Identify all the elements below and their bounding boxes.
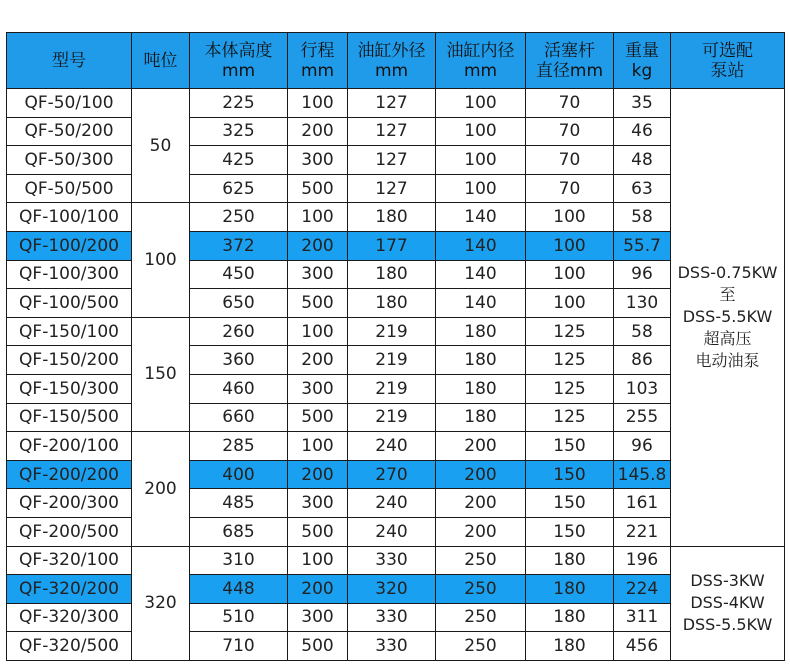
body-height-cell: 685 xyxy=(190,517,288,546)
header-optional-pump-station xyxy=(671,33,785,89)
inner-diameter-cell: 140 xyxy=(436,231,526,260)
table-row xyxy=(7,546,785,575)
table-row xyxy=(7,489,785,518)
pump-station-line: DSS-3KW xyxy=(690,571,765,591)
rod-diameter-cell: 125 xyxy=(526,317,614,346)
table-row xyxy=(7,346,785,375)
weight-cell: 55.7 xyxy=(614,231,671,260)
table-continuation-edge xyxy=(6,660,784,665)
header-piston-rod-diameter xyxy=(526,33,614,89)
weight-cell: 311 xyxy=(614,603,671,632)
outer-diameter-cell: 127 xyxy=(348,117,436,146)
table-row xyxy=(7,575,785,604)
header-line: 可选配 xyxy=(702,40,753,61)
model-cell: QF-100/200 xyxy=(7,231,132,260)
header-stroke xyxy=(288,33,348,89)
model-cell: QF-50/200 xyxy=(7,117,132,146)
inner-diameter-cell: 250 xyxy=(436,603,526,632)
inner-diameter-cell: 180 xyxy=(436,317,526,346)
pump-station-line: 电动油泵 xyxy=(695,351,760,371)
stroke-cell: 300 xyxy=(288,374,348,403)
inner-diameter-cell: 100 xyxy=(436,117,526,146)
header-cylinder-outer-diameter xyxy=(348,33,436,89)
model-cell: QF-200/100 xyxy=(7,432,132,461)
weight-cell: 58 xyxy=(614,317,671,346)
table-row xyxy=(7,231,785,260)
table-row xyxy=(7,117,785,146)
rod-diameter-cell: 180 xyxy=(526,632,614,661)
rod-diameter-cell: 150 xyxy=(526,460,614,489)
model-cell: QF-200/500 xyxy=(7,517,132,546)
pump-station-line: DSS-4KW xyxy=(690,593,765,613)
stroke-cell: 100 xyxy=(288,203,348,232)
body-height-cell: 400 xyxy=(190,460,288,489)
weight-cell: 221 xyxy=(614,517,671,546)
model-cell: QF-100/100 xyxy=(7,203,132,232)
outer-diameter-cell: 240 xyxy=(348,517,436,546)
stroke-cell: 300 xyxy=(288,603,348,632)
header-body-height xyxy=(190,33,288,89)
inner-diameter-cell: 200 xyxy=(436,432,526,461)
weight-cell: 145.8 xyxy=(614,460,671,489)
outer-diameter-cell: 240 xyxy=(348,432,436,461)
table-row xyxy=(7,603,785,632)
weight-cell: 196 xyxy=(614,546,671,575)
rod-diameter-cell: 180 xyxy=(526,546,614,575)
body-height-cell: 625 xyxy=(190,174,288,203)
stroke-cell: 200 xyxy=(288,460,348,489)
tonnage-cell: 50 xyxy=(132,89,190,203)
rod-diameter-cell: 180 xyxy=(526,575,614,604)
outer-diameter-cell: 127 xyxy=(348,174,436,203)
inner-diameter-cell: 140 xyxy=(436,260,526,289)
body-height-cell: 360 xyxy=(190,346,288,375)
weight-cell: 224 xyxy=(614,575,671,604)
stroke-cell: 300 xyxy=(288,489,348,518)
rod-diameter-cell: 70 xyxy=(526,174,614,203)
rod-diameter-cell: 180 xyxy=(526,603,614,632)
table-row xyxy=(7,432,785,461)
body-height-cell: 372 xyxy=(190,231,288,260)
header-line: 重量 xyxy=(625,40,659,61)
body-height-cell: 660 xyxy=(190,403,288,432)
model-cell: QF-100/500 xyxy=(7,289,132,318)
header-model xyxy=(7,33,132,89)
model-cell: QF-150/100 xyxy=(7,317,132,346)
inner-diameter-cell: 180 xyxy=(436,403,526,432)
body-height-cell: 485 xyxy=(190,489,288,518)
outer-diameter-cell: 219 xyxy=(348,317,436,346)
table-row xyxy=(7,374,785,403)
header-line: 行程 xyxy=(300,40,335,61)
inner-diameter-cell: 180 xyxy=(436,346,526,375)
tonnage-cell: 150 xyxy=(132,317,190,431)
outer-diameter-cell: 240 xyxy=(348,489,436,518)
stroke-cell: 500 xyxy=(288,517,348,546)
tonnage-cell: 320 xyxy=(132,546,190,660)
rod-diameter-cell: 70 xyxy=(526,146,614,175)
header-line: mm xyxy=(374,60,409,81)
table-body xyxy=(7,89,785,661)
stroke-cell: 100 xyxy=(288,546,348,575)
inner-diameter-cell: 140 xyxy=(436,289,526,318)
body-height-cell: 650 xyxy=(190,289,288,318)
rod-diameter-cell: 100 xyxy=(526,203,614,232)
model-cell: QF-320/100 xyxy=(7,546,132,575)
model-cell: QF-150/300 xyxy=(7,374,132,403)
table-row xyxy=(7,632,785,661)
outer-diameter-cell: 330 xyxy=(348,603,436,632)
stroke-cell: 300 xyxy=(288,260,348,289)
body-height-cell: 450 xyxy=(190,260,288,289)
outer-diameter-cell: 180 xyxy=(348,203,436,232)
outer-diameter-cell: 330 xyxy=(348,632,436,661)
header-line: 本体高度 xyxy=(204,40,273,61)
tonnage-cell: 100 xyxy=(132,203,190,317)
pump-station-cell xyxy=(671,546,785,660)
inner-diameter-cell: 100 xyxy=(436,146,526,175)
pump-station-line: DSS-5.5KW xyxy=(682,615,773,635)
model-cell: QF-50/500 xyxy=(7,174,132,203)
body-height-cell: 260 xyxy=(190,317,288,346)
stroke-cell: 200 xyxy=(288,346,348,375)
stroke-cell: 500 xyxy=(288,632,348,661)
inner-diameter-cell: 140 xyxy=(436,203,526,232)
body-height-cell: 250 xyxy=(190,203,288,232)
pump-station-cell xyxy=(671,89,785,547)
table-row xyxy=(7,260,785,289)
weight-cell: 63 xyxy=(614,174,671,203)
model-cell: QF-200/300 xyxy=(7,489,132,518)
header-line: mm xyxy=(463,60,498,81)
rod-diameter-cell: 100 xyxy=(526,289,614,318)
model-cell: QF-150/200 xyxy=(7,346,132,375)
outer-diameter-cell: 177 xyxy=(348,231,436,260)
stroke-cell: 200 xyxy=(288,575,348,604)
inner-diameter-cell: 200 xyxy=(436,517,526,546)
weight-cell: 96 xyxy=(614,260,671,289)
tonnage-cell: 200 xyxy=(132,432,190,546)
table-row xyxy=(7,146,785,175)
rod-diameter-cell: 150 xyxy=(526,517,614,546)
rod-diameter-cell: 100 xyxy=(526,260,614,289)
body-height-cell: 710 xyxy=(190,632,288,661)
rod-diameter-cell: 150 xyxy=(526,489,614,518)
pump-station-line: DSS-0.75KW xyxy=(677,263,778,283)
inner-diameter-cell: 250 xyxy=(436,546,526,575)
outer-diameter-cell: 270 xyxy=(348,460,436,489)
rod-diameter-cell: 125 xyxy=(526,403,614,432)
body-height-cell: 448 xyxy=(190,575,288,604)
stroke-cell: 500 xyxy=(288,403,348,432)
model-cell: QF-320/300 xyxy=(7,603,132,632)
rod-diameter-cell: 150 xyxy=(526,432,614,461)
stroke-cell: 500 xyxy=(288,174,348,203)
header-line: 型号 xyxy=(52,50,86,71)
inner-diameter-cell: 100 xyxy=(436,174,526,203)
model-cell: QF-320/200 xyxy=(7,575,132,604)
stroke-cell: 500 xyxy=(288,289,348,318)
weight-cell: 161 xyxy=(614,489,671,518)
inner-diameter-cell: 180 xyxy=(436,374,526,403)
pump-station-line: 至 xyxy=(719,285,736,305)
header-line: 活塞杆 xyxy=(544,40,595,61)
stroke-cell: 300 xyxy=(288,146,348,175)
header-line: mm xyxy=(221,60,256,81)
body-height-cell: 325 xyxy=(190,117,288,146)
pump-station-line: 超高压 xyxy=(703,329,752,349)
model-cell: QF-50/300 xyxy=(7,146,132,175)
spec-table xyxy=(6,32,785,661)
outer-diameter-cell: 127 xyxy=(348,146,436,175)
weight-cell: 255 xyxy=(614,403,671,432)
table-row xyxy=(7,460,785,489)
weight-cell: 58 xyxy=(614,203,671,232)
weight-cell: 103 xyxy=(614,374,671,403)
header-line: 直径mm xyxy=(535,60,604,81)
outer-diameter-cell: 219 xyxy=(348,403,436,432)
pump-station-line: DSS-5.5KW xyxy=(682,307,773,327)
outer-diameter-cell: 127 xyxy=(348,89,436,118)
rod-diameter-cell: 100 xyxy=(526,231,614,260)
outer-diameter-cell: 219 xyxy=(348,346,436,375)
header-line: 油缸外径 xyxy=(357,40,426,61)
inner-diameter-cell: 200 xyxy=(436,489,526,518)
header-line: 吨位 xyxy=(143,50,178,71)
weight-cell: 96 xyxy=(614,432,671,461)
model-cell: QF-100/300 xyxy=(7,260,132,289)
stroke-cell: 200 xyxy=(288,117,348,146)
inner-diameter-cell: 250 xyxy=(436,632,526,661)
weight-cell: 456 xyxy=(614,632,671,661)
model-cell: QF-150/500 xyxy=(7,403,132,432)
table-row xyxy=(7,89,785,118)
model-cell: QF-200/200 xyxy=(7,460,132,489)
outer-diameter-cell: 180 xyxy=(348,289,436,318)
body-height-cell: 310 xyxy=(190,546,288,575)
stroke-cell: 100 xyxy=(288,432,348,461)
body-height-cell: 460 xyxy=(190,374,288,403)
body-height-cell: 510 xyxy=(190,603,288,632)
header-cylinder-inner-diameter xyxy=(436,33,526,89)
header-row xyxy=(7,33,785,89)
outer-diameter-cell: 330 xyxy=(348,546,436,575)
rod-diameter-cell: 125 xyxy=(526,346,614,375)
weight-cell: 130 xyxy=(614,289,671,318)
weight-cell: 35 xyxy=(614,89,671,118)
inner-diameter-cell: 200 xyxy=(436,460,526,489)
header-line: 油缸内径 xyxy=(446,40,515,61)
stroke-cell: 200 xyxy=(288,231,348,260)
header-line: mm xyxy=(300,60,335,81)
inner-diameter-cell: 250 xyxy=(436,575,526,604)
table-row xyxy=(7,403,785,432)
rod-diameter-cell: 70 xyxy=(526,89,614,118)
stroke-cell: 100 xyxy=(288,317,348,346)
model-cell: QF-50/100 xyxy=(7,89,132,118)
weight-cell: 46 xyxy=(614,117,671,146)
header-weight xyxy=(614,33,671,89)
table-row xyxy=(7,174,785,203)
weight-cell: 86 xyxy=(614,346,671,375)
outer-diameter-cell: 219 xyxy=(348,374,436,403)
rod-diameter-cell: 70 xyxy=(526,117,614,146)
outer-diameter-cell: 180 xyxy=(348,260,436,289)
model-cell: QF-320/500 xyxy=(7,632,132,661)
body-height-cell: 425 xyxy=(190,146,288,175)
table-row xyxy=(7,317,785,346)
header-line: 泵站 xyxy=(710,60,745,81)
table-row xyxy=(7,517,785,546)
stroke-cell: 100 xyxy=(288,89,348,118)
body-height-cell: 225 xyxy=(190,89,288,118)
table-row xyxy=(7,289,785,318)
header-tonnage xyxy=(132,33,190,89)
table-row xyxy=(7,203,785,232)
weight-cell: 48 xyxy=(614,146,671,175)
outer-diameter-cell: 320 xyxy=(348,575,436,604)
body-height-cell: 285 xyxy=(190,432,288,461)
header-line: kg xyxy=(631,60,653,81)
inner-diameter-cell: 100 xyxy=(436,89,526,118)
table-header xyxy=(7,33,785,89)
rod-diameter-cell: 125 xyxy=(526,374,614,403)
